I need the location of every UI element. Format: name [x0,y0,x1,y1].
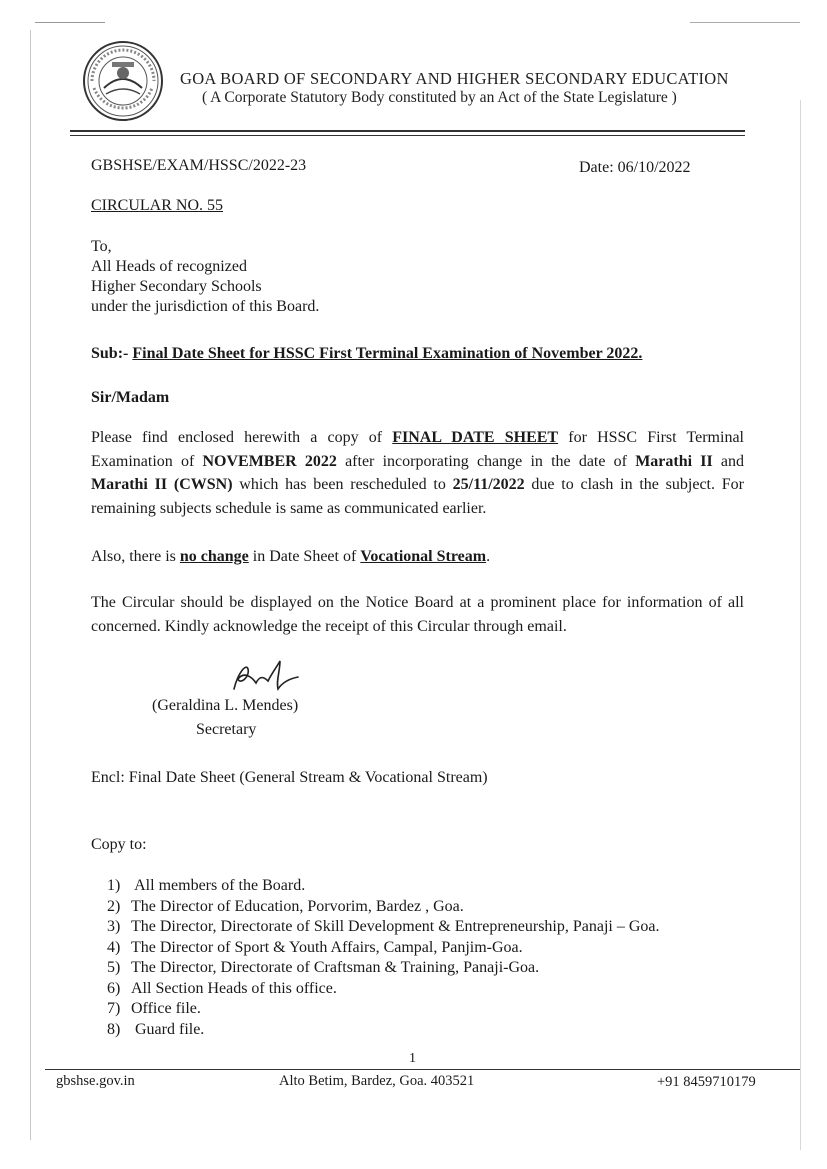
text-run: in Date Sheet of [248,548,361,565]
list-number: 7) [107,1000,121,1017]
body-paragraph: The Circular should be displayed on the Notice Board at a prominent place for information of all concerned. Kindly acknowledge the receipt of this Circular through email. [91,594,744,635]
salutation: Sir/Madam [91,389,170,406]
addressee-block [91,237,319,317]
scan-edge-line [800,100,801,1150]
footer-phone: +91 8459710179 [657,1074,756,1090]
text-run: . [486,548,491,565]
signatory-name: (Geraldina L. Mendes) [152,697,299,714]
header-rule [70,130,745,132]
signature-image [228,655,308,695]
scan-edge-line [690,22,800,23]
list-text: All members of the Board. [134,877,306,894]
list-number: 5) [107,959,121,976]
list-item [107,897,660,918]
text-run: Please find enclosed herewith a copy of [91,429,393,446]
body-paragraph [91,426,744,520]
list-item [107,958,660,979]
emphasis-text: 25/11/2022 [452,476,525,493]
scan-edge-line [30,30,31,1140]
emphasis-text: Marathi II (CWSN) [91,476,233,493]
scan-edge-line [35,22,105,23]
list-number: 1) [107,877,121,894]
addressee-line: All Heads of recognized [91,258,247,275]
list-item [107,999,660,1020]
signatory-title: Secretary [196,721,257,738]
footer-rule [45,1069,800,1070]
copy-to-label: Copy to: [91,836,147,853]
addressee-line: Higher Secondary Schools [91,278,262,295]
text-run: which has been rescheduled to [232,476,453,493]
circular-date: Date: 06/10/2022 [579,159,691,176]
board-seal-icon [82,40,164,122]
addressee-line: To, [91,238,112,255]
page-number: 1 [409,1051,416,1066]
addressee-line: under the jurisdiction of this Board. [91,298,320,315]
list-text: All Section Heads of this office. [131,979,337,997]
subject-text: Final Date Sheet for HSSC First Terminal Examination of November 2022. [132,345,643,362]
emphasis-text: FINAL DATE SHEET [392,429,559,446]
list-text: Office file. [131,1000,201,1017]
subject-line [91,345,642,363]
list-number: 8) [107,1020,121,1038]
footer-address: Alto Betim, Bardez, Goa. 403521 [279,1073,475,1089]
emphasis-text: NOVEMBER 2022 [202,452,337,470]
list-text: The Director, Directorate of Craftsman & Training, Panaji-Goa. [131,959,540,976]
circular-number: CIRCULAR NO. 55 [91,197,224,214]
list-number: 3) [107,918,121,935]
list-text: The Director, Directorate of Skill Development & Entrepreneurship, Panaji – Goa. [131,918,660,935]
copy-to-list [107,876,660,1040]
emphasis-text: Marathi II [635,452,713,470]
list-item [107,938,660,959]
header-rule [70,135,745,136]
text-run: for HSSC First Terminal Examination of [91,429,744,470]
list-item [107,876,660,897]
list-item [107,1020,660,1041]
text-run: due to clash in the subject. For remaining subjects schedule is same as communicated earlier. [91,476,744,517]
text-run: Also, there is [91,548,180,565]
list-text: The Director of Sport & Youth Affairs, Campal, Panjim-Goa. [131,938,523,956]
body-paragraph [91,545,744,569]
list-text: Guard file. [135,1020,205,1038]
subject-prefix: Sub:- [91,345,133,362]
text-run: and [712,452,745,470]
enclosure-line: Encl: Final Date Sheet (General Stream & Vocational Stream) [91,769,488,786]
list-number: 6) [107,979,121,997]
org-name: GOA BOARD OF SECONDARY AND HIGHER SECONDARY EDUCATION [180,69,729,88]
footer-website: gbshse.gov.in [56,1073,135,1089]
list-number: 4) [107,938,121,956]
org-subtitle: ( A Corporate Statutory Body constituted by an Act of the State Legislature ) [202,89,677,106]
list-item [107,979,660,1000]
list-text: The Director of Education, Porvorim, Bardez , Goa. [131,897,464,915]
list-number: 2) [107,897,121,915]
emphasis-text: no change [179,548,249,565]
emphasis-text: Vocational Stream [360,548,487,565]
reference-number: GBSHSE/EXAM/HSSC/2022-23 [91,157,307,174]
text-run: after incorporating change in the date of [336,452,636,470]
list-item [107,917,660,938]
